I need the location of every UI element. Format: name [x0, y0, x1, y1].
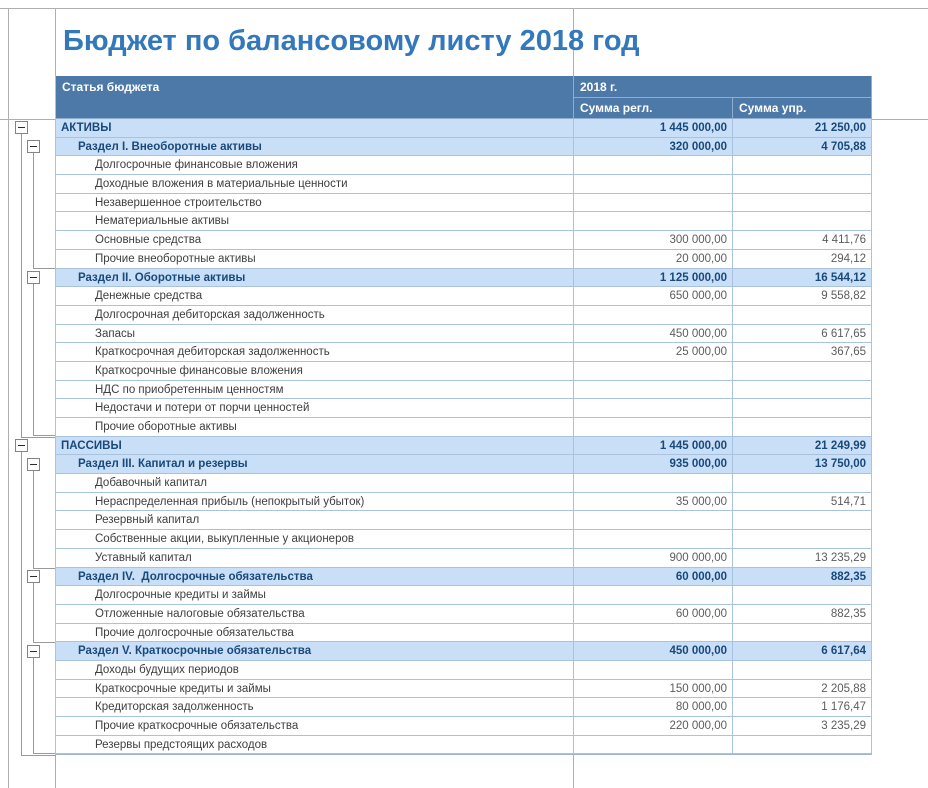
cell-article[interactable]: [56, 474, 574, 493]
cell-amount-mgmt[interactable]: [733, 474, 872, 493]
row-label: Уставный капитал: [95, 551, 192, 564]
sheet-left-line: [8, 8, 9, 788]
table-row[interactable]: [56, 325, 872, 344]
cell-amount-reg[interactable]: [574, 212, 733, 231]
table-row[interactable]: [56, 194, 872, 213]
cell-amount-mgmt[interactable]: 3 235,29: [733, 717, 872, 736]
cell-amount-reg[interactable]: [574, 530, 733, 549]
minus-icon: [30, 576, 37, 577]
table-row[interactable]: [56, 661, 872, 680]
table-row[interactable]: [56, 736, 872, 755]
cell-amount-reg[interactable]: 300 000,00: [574, 231, 733, 250]
cell-article[interactable]: [56, 680, 574, 699]
cell-amount-mgmt[interactable]: [733, 661, 872, 680]
column-group-year: [574, 76, 872, 119]
cell-amount-reg[interactable]: [574, 175, 733, 194]
cell-amount-mgmt[interactable]: 16 544,12: [733, 269, 872, 288]
cell-amount-mgmt[interactable]: [733, 212, 872, 231]
collapse-toggle-razdel-2[interactable]: [27, 271, 40, 284]
table-row[interactable]: [56, 605, 872, 624]
table-row[interactable]: [56, 343, 872, 362]
cell-article[interactable]: [56, 231, 574, 250]
cell-amount-mgmt[interactable]: 882,35: [733, 605, 872, 624]
table-row[interactable]: [56, 698, 872, 717]
cell-article[interactable]: [56, 343, 574, 362]
cell-article[interactable]: [56, 399, 574, 418]
cell-amount-reg[interactable]: 1 445 000,00: [574, 119, 733, 138]
cell-amount-reg[interactable]: [574, 194, 733, 213]
cell-amount-mgmt[interactable]: 6 617,65: [733, 325, 872, 344]
report-title: Бюджет по балансовому листу 2018 год: [63, 25, 640, 57]
cell-amount-reg[interactable]: [574, 736, 733, 755]
row-label: Краткосрочные кредиты и займы: [95, 682, 271, 695]
tree-bracket-razdel-3: [33, 471, 56, 569]
cell-amount-reg[interactable]: [574, 156, 733, 175]
cell-article[interactable]: [56, 624, 574, 643]
column-header-amount-reg: Сумма регл.: [574, 98, 733, 119]
cell-amount-reg[interactable]: 60 000,00: [574, 605, 733, 624]
row-label: Краткосрочная дебиторская задолженность: [95, 346, 330, 359]
cell-article[interactable]: [56, 418, 574, 437]
cell-amount-reg[interactable]: [574, 661, 733, 680]
row-label: Запасы: [95, 327, 135, 340]
cell-amount-reg[interactable]: [574, 306, 733, 325]
cell-amount-reg[interactable]: 25 000,00: [574, 343, 733, 362]
table-row[interactable]: [56, 287, 872, 306]
cell-amount-reg[interactable]: 80 000,00: [574, 698, 733, 717]
cell-amount-mgmt[interactable]: [733, 306, 872, 325]
collapse-toggle-razdel-5[interactable]: [27, 645, 40, 658]
cell-amount-mgmt[interactable]: [733, 381, 872, 400]
cell-article[interactable]: [56, 138, 574, 157]
cell-article[interactable]: [56, 175, 574, 194]
cell-article[interactable]: [56, 586, 574, 605]
cell-article[interactable]: [56, 194, 574, 213]
cell-article[interactable]: [56, 250, 574, 269]
row-label: Резервный капитал: [95, 514, 200, 527]
cell-article[interactable]: [56, 530, 574, 549]
table-row[interactable]: [56, 269, 872, 288]
row-label: Отложенные налоговые обязательства: [95, 607, 305, 620]
cell-amount-mgmt[interactable]: [733, 418, 872, 437]
row-label: Прочие долгосрочные обязательства: [95, 626, 294, 639]
table-row[interactable]: [56, 586, 872, 605]
row-label: Раздел I. Внеоборотные активы: [78, 140, 262, 153]
cell-amount-mgmt[interactable]: 13 235,29: [733, 549, 872, 568]
budget-table: [55, 76, 872, 755]
cell-amount-mgmt[interactable]: [733, 362, 872, 381]
cell-amount-reg[interactable]: 1 445 000,00: [574, 437, 733, 456]
cell-amount-reg[interactable]: 1 125 000,00: [574, 269, 733, 288]
cell-article[interactable]: [56, 119, 574, 138]
cell-amount-reg[interactable]: [574, 362, 733, 381]
cell-amount-reg[interactable]: 220 000,00: [574, 717, 733, 736]
table-row[interactable]: [56, 624, 872, 643]
row-label: Прочие краткосрочные обязательства: [95, 720, 299, 732]
cell-article[interactable]: [56, 568, 574, 587]
tree-bracket-razdel-5: [33, 658, 56, 754]
cell-article[interactable]: [56, 287, 574, 306]
tree-bracket-razdel-4: [33, 583, 56, 643]
cell-article[interactable]: [56, 736, 574, 755]
cell-amount-mgmt[interactable]: 4 705,88: [733, 138, 872, 157]
cell-amount-reg[interactable]: [574, 511, 733, 530]
table-row[interactable]: [56, 231, 872, 250]
cell-amount-reg[interactable]: 150 000,00: [574, 680, 733, 699]
table-row[interactable]: [56, 119, 872, 138]
table-row[interactable]: [56, 455, 872, 474]
cell-amount-mgmt[interactable]: 4 411,76: [733, 231, 872, 250]
cell-amount-mgmt[interactable]: [733, 511, 872, 530]
row-label: Краткосрочные финансовые вложения: [95, 364, 303, 377]
cell-amount-reg[interactable]: 935 000,00: [574, 455, 733, 474]
cell-amount-mgmt[interactable]: [733, 156, 872, 175]
table-row[interactable]: [56, 212, 872, 231]
table-row[interactable]: [56, 493, 872, 512]
cell-article[interactable]: [56, 511, 574, 530]
cell-article[interactable]: [56, 362, 574, 381]
cell-amount-mgmt[interactable]: [733, 399, 872, 418]
cell-amount-mgmt[interactable]: 6 617,64: [733, 642, 872, 661]
cell-amount-mgmt[interactable]: [733, 175, 872, 194]
collapse-toggle-razdel-4[interactable]: [27, 570, 40, 583]
cell-article[interactable]: [56, 156, 574, 175]
table-header: [56, 76, 872, 119]
table-row[interactable]: [56, 549, 872, 568]
row-label: Основные средства: [95, 234, 202, 247]
cell-article[interactable]: [56, 455, 574, 474]
cell-amount-mgmt[interactable]: [733, 586, 872, 605]
minus-icon: [18, 445, 25, 446]
table-row[interactable]: [56, 530, 872, 549]
cell-article[interactable]: [56, 605, 574, 624]
cell-amount-mgmt[interactable]: [733, 736, 872, 755]
cell-amount-reg[interactable]: [574, 474, 733, 493]
table-row[interactable]: [56, 175, 872, 194]
cell-amount-mgmt[interactable]: 1 176,47: [733, 698, 872, 717]
cell-amount-mgmt[interactable]: 367,65: [733, 343, 872, 362]
table-row[interactable]: [56, 437, 872, 456]
table-row[interactable]: [56, 381, 872, 400]
table-row[interactable]: [56, 138, 872, 157]
row-label: Раздел III. Капитал и резервы: [78, 458, 248, 471]
cell-article[interactable]: [56, 642, 574, 661]
row-label: Собственные акции, выкупленные у акционеров: [95, 533, 354, 546]
row-label: АКТИВЫ: [61, 122, 112, 134]
column-header-amount-mgmt: Сумма упр.: [733, 98, 872, 119]
table-row[interactable]: [56, 511, 872, 530]
cell-article[interactable]: [56, 212, 574, 231]
row-label: Раздел II. Оборотные активы: [78, 271, 246, 284]
cell-amount-mgmt[interactable]: 13 750,00: [733, 455, 872, 474]
table-row[interactable]: [56, 399, 872, 418]
table-row[interactable]: [56, 250, 872, 269]
row-label: Раздел IV. Долгосрочные обязательства: [78, 570, 313, 583]
column-header-year: 2018 г.: [574, 76, 872, 98]
table-row[interactable]: [56, 680, 872, 699]
cell-amount-reg[interactable]: [574, 381, 733, 400]
row-label: Долгосрочные финансовые вложения: [95, 159, 298, 172]
row-label: ПАССИВЫ: [61, 439, 122, 452]
column-header-article: Статья бюджета: [56, 76, 574, 119]
cell-amount-mgmt[interactable]: 882,35: [733, 568, 872, 587]
sheet-top-line: [0, 8, 928, 9]
row-label: Денежные средства: [95, 290, 203, 303]
collapse-toggle-razdel-1[interactable]: [27, 140, 40, 153]
row-label: Незавершенное строительство: [95, 196, 262, 209]
row-label: Долгосрочные кредиты и займы: [95, 589, 266, 602]
cell-article[interactable]: [56, 381, 574, 400]
cell-amount-reg[interactable]: 320 000,00: [574, 138, 733, 157]
table-row[interactable]: [56, 418, 872, 437]
row-label: Прочие внеоборотные активы: [95, 252, 256, 265]
row-label: Кредиторская задолженность: [95, 701, 254, 714]
cell-amount-mgmt[interactable]: 21 250,00: [733, 119, 872, 138]
collapse-toggle-razdel-3[interactable]: [27, 458, 40, 471]
row-label: НДС по приобретенным ценностям: [95, 383, 284, 396]
row-label: Раздел V. Краткосрочные обязательства: [78, 645, 312, 658]
table-row[interactable]: [56, 362, 872, 381]
table-body: [56, 119, 872, 755]
cell-amount-mgmt[interactable]: 9 558,82: [733, 287, 872, 306]
table-row[interactable]: [56, 306, 872, 325]
cell-amount-mgmt[interactable]: 294,12: [733, 250, 872, 269]
cell-article[interactable]: [56, 306, 574, 325]
table-row[interactable]: [56, 717, 872, 736]
cell-article[interactable]: [56, 493, 574, 512]
minus-icon: [30, 651, 37, 652]
cell-amount-reg[interactable]: 650 000,00: [574, 287, 733, 306]
row-label: Долгосрочная дебиторская задолженность: [95, 308, 325, 321]
row-label: Прочие оборотные активы: [95, 421, 237, 433]
cell-article[interactable]: [56, 661, 574, 680]
cell-amount-mgmt[interactable]: 21 249,99: [733, 437, 872, 456]
cell-article[interactable]: [56, 717, 574, 736]
minus-icon: [30, 277, 37, 278]
cell-amount-mgmt[interactable]: 2 205,88: [733, 680, 872, 699]
cell-amount-reg[interactable]: 900 000,00: [574, 549, 733, 568]
cell-article[interactable]: [56, 269, 574, 288]
tree-bracket-razdel-2: [33, 284, 56, 436]
table-row[interactable]: [56, 474, 872, 493]
table-row[interactable]: [56, 156, 872, 175]
cell-amount-reg[interactable]: [574, 624, 733, 643]
cell-amount-reg[interactable]: 450 000,00: [574, 325, 733, 344]
row-label: Резервы предстоящих расходов: [95, 738, 268, 751]
table-row[interactable]: [56, 642, 872, 661]
row-label: Доходные вложения в материальные ценности: [95, 178, 348, 191]
cell-amount-reg[interactable]: [574, 418, 733, 437]
cell-article[interactable]: [56, 437, 574, 456]
cell-amount-mgmt[interactable]: [733, 194, 872, 213]
cell-amount-reg[interactable]: 450 000,00: [574, 642, 733, 661]
table-row[interactable]: [56, 568, 872, 587]
row-label: Недостачи и потери от порчи ценностей: [95, 402, 310, 415]
row-label: Доходы будущих периодов: [95, 663, 239, 676]
minus-icon: [30, 146, 37, 147]
cell-amount-reg[interactable]: 60 000,00: [574, 568, 733, 587]
row-label: Нематериальные активы: [95, 215, 230, 228]
cell-amount-mgmt[interactable]: 514,71: [733, 493, 872, 512]
cell-amount-mgmt[interactable]: [733, 624, 872, 643]
cell-article[interactable]: [56, 325, 574, 344]
minus-icon: [18, 127, 25, 128]
cell-amount-reg[interactable]: 35 000,00: [574, 493, 733, 512]
row-label: Добавочный капитал: [95, 477, 207, 490]
cell-amount-reg[interactable]: [574, 399, 733, 418]
cell-amount-reg[interactable]: 20 000,00: [574, 250, 733, 269]
collapse-toggle-aktivy[interactable]: [15, 121, 28, 134]
tree-bracket-razdel-1: [33, 153, 56, 269]
cell-amount-mgmt[interactable]: [733, 530, 872, 549]
cell-amount-reg[interactable]: [574, 586, 733, 605]
cell-article[interactable]: [56, 549, 574, 568]
collapse-toggle-passivy[interactable]: [15, 439, 28, 452]
row-label: Нераспределенная прибыль (непокрытый убыток): [95, 495, 365, 508]
minus-icon: [30, 464, 37, 465]
cell-article[interactable]: [56, 698, 574, 717]
